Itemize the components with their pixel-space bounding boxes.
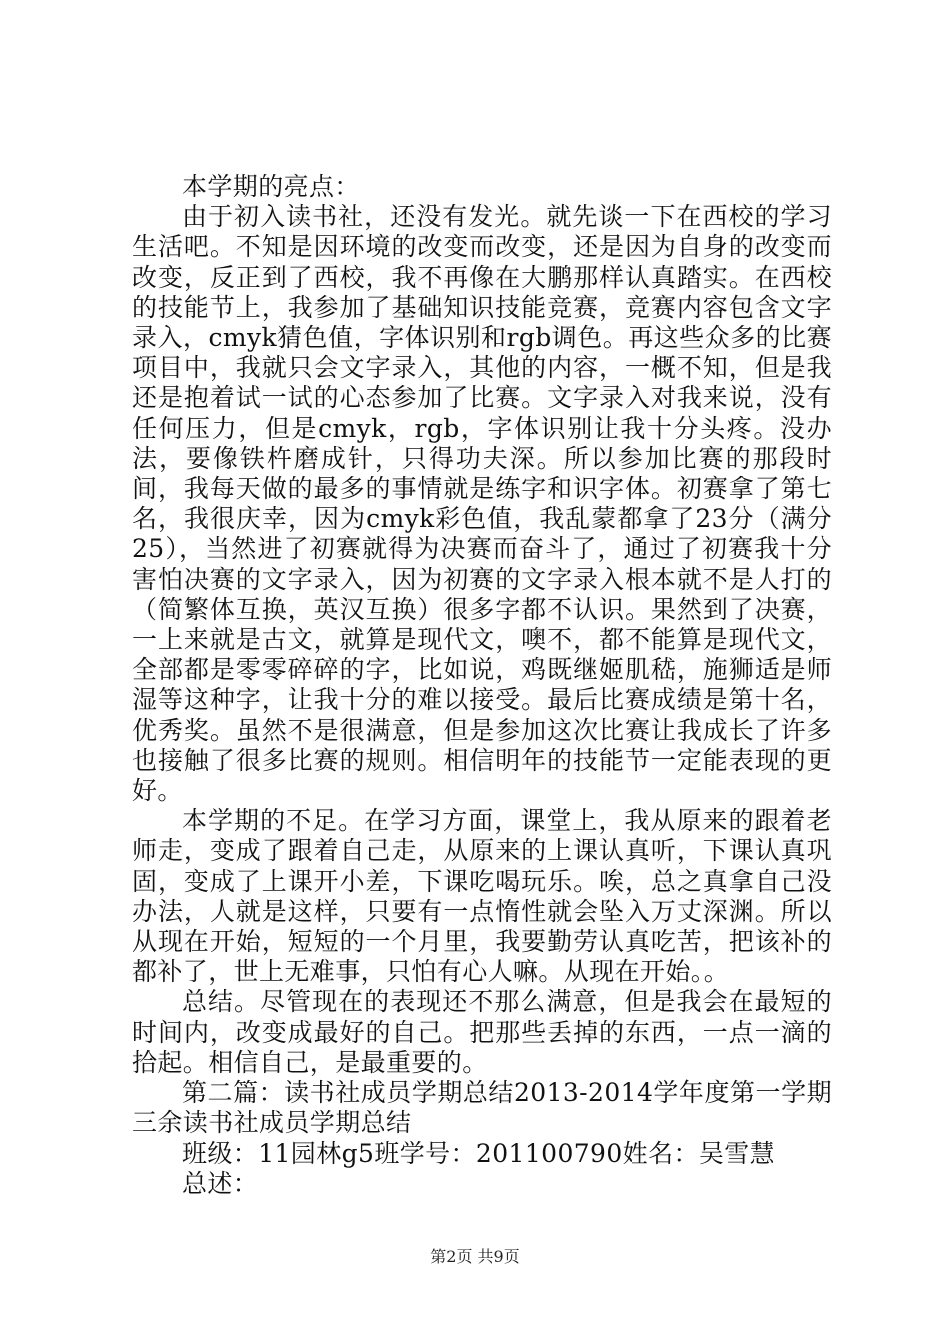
page-number-footer: 第2页 共9页: [430, 1247, 520, 1266]
paragraph-overview-heading: 总述：: [182, 1168, 259, 1198]
paragraph-highlights-body: 由于初入读书社，还没有发光。就先谈一下在西校的学习生活吧。不知是因环境的改变而改变，还是因为自身的改变而改变，反正到了西校，我不再像在大鹏那样认真踏实。在西校的技能节上，我参加了基础知识技能竞赛，竞赛内容包含文字录入，cmyk猜色值，字体识别和rgb调色。再这些众多的比赛项目中，我就只会文字录入，其他的内容，一概不知，但是我还是抱着试一试的心态参加了比赛。文字录入对我来说，没有任何压力，但是cmyk，rgb，字体识别让我十分头疼。没办法，要像铁杵磨成针，只得功夫深。所以参加比赛的那段时间，我每天做的最多的事情就是练字和识字体。初赛拿了第七名，我很庆幸，因为cmyk彩色值，我乱蒙都拿了23分（满分25），当然进了初赛就得为决赛而奋斗了，通过了初赛我十分害怕决赛的文字录入，因为初赛的文字录入根本就不是人打的（简繁体互换，英汉互换）很多字都不认识。果然到了决赛，一上来就是古文，就算是现代文，噢不，都不能算是现代文，全部都是零零碎碎的字，比如说，鸡既继姬肌嵇，施狮适是师湿等这种字，让我十分的难以接受。最后比赛成绩是第十名，优秀奖。虽然不是很满意，但是参加这次比赛让我成长了许多也接触了很多比赛的规则。相信明年的技能节一定能表现的更好。: [132, 202, 832, 806]
document-body: [132, 172, 832, 1199]
paragraph-shortcomings: 本学期的不足。在学习方面，课堂上，我从原来的跟着老师走，变成了跟着自己走，从原来的上课认真听，下课认真巩固，变成了上课开小差，下课吃喝玩乐。唉，总之真拿自己没办法，人就是这样，只要有一点惰性就会坠入万丈深渊。所以从现在开始，短短的一个月里，我要勤劳认真吃苦，把该补的都补了，世上无难事，只怕有心人嘛。从现在开始。。: [132, 806, 832, 987]
paragraph-summary: 总结。尽管现在的表现还不那么满意，但是我会在最短的时间内，改变成最好的自己。把那些丢掉的东西，一点一滴的拾起。相信自己，是最重要的。: [132, 987, 832, 1077]
paragraph-highlights-heading: 本学期的亮点：: [182, 172, 360, 201]
paragraph-class-info: 班级：11园林g5班学号：201100790姓名：吴雪慧: [182, 1138, 776, 1168]
paragraph-second-article-title: 第二篇：读书社成员学期总结2013-2014学年度第一学期三余读书社成员学期总结: [132, 1078, 832, 1138]
